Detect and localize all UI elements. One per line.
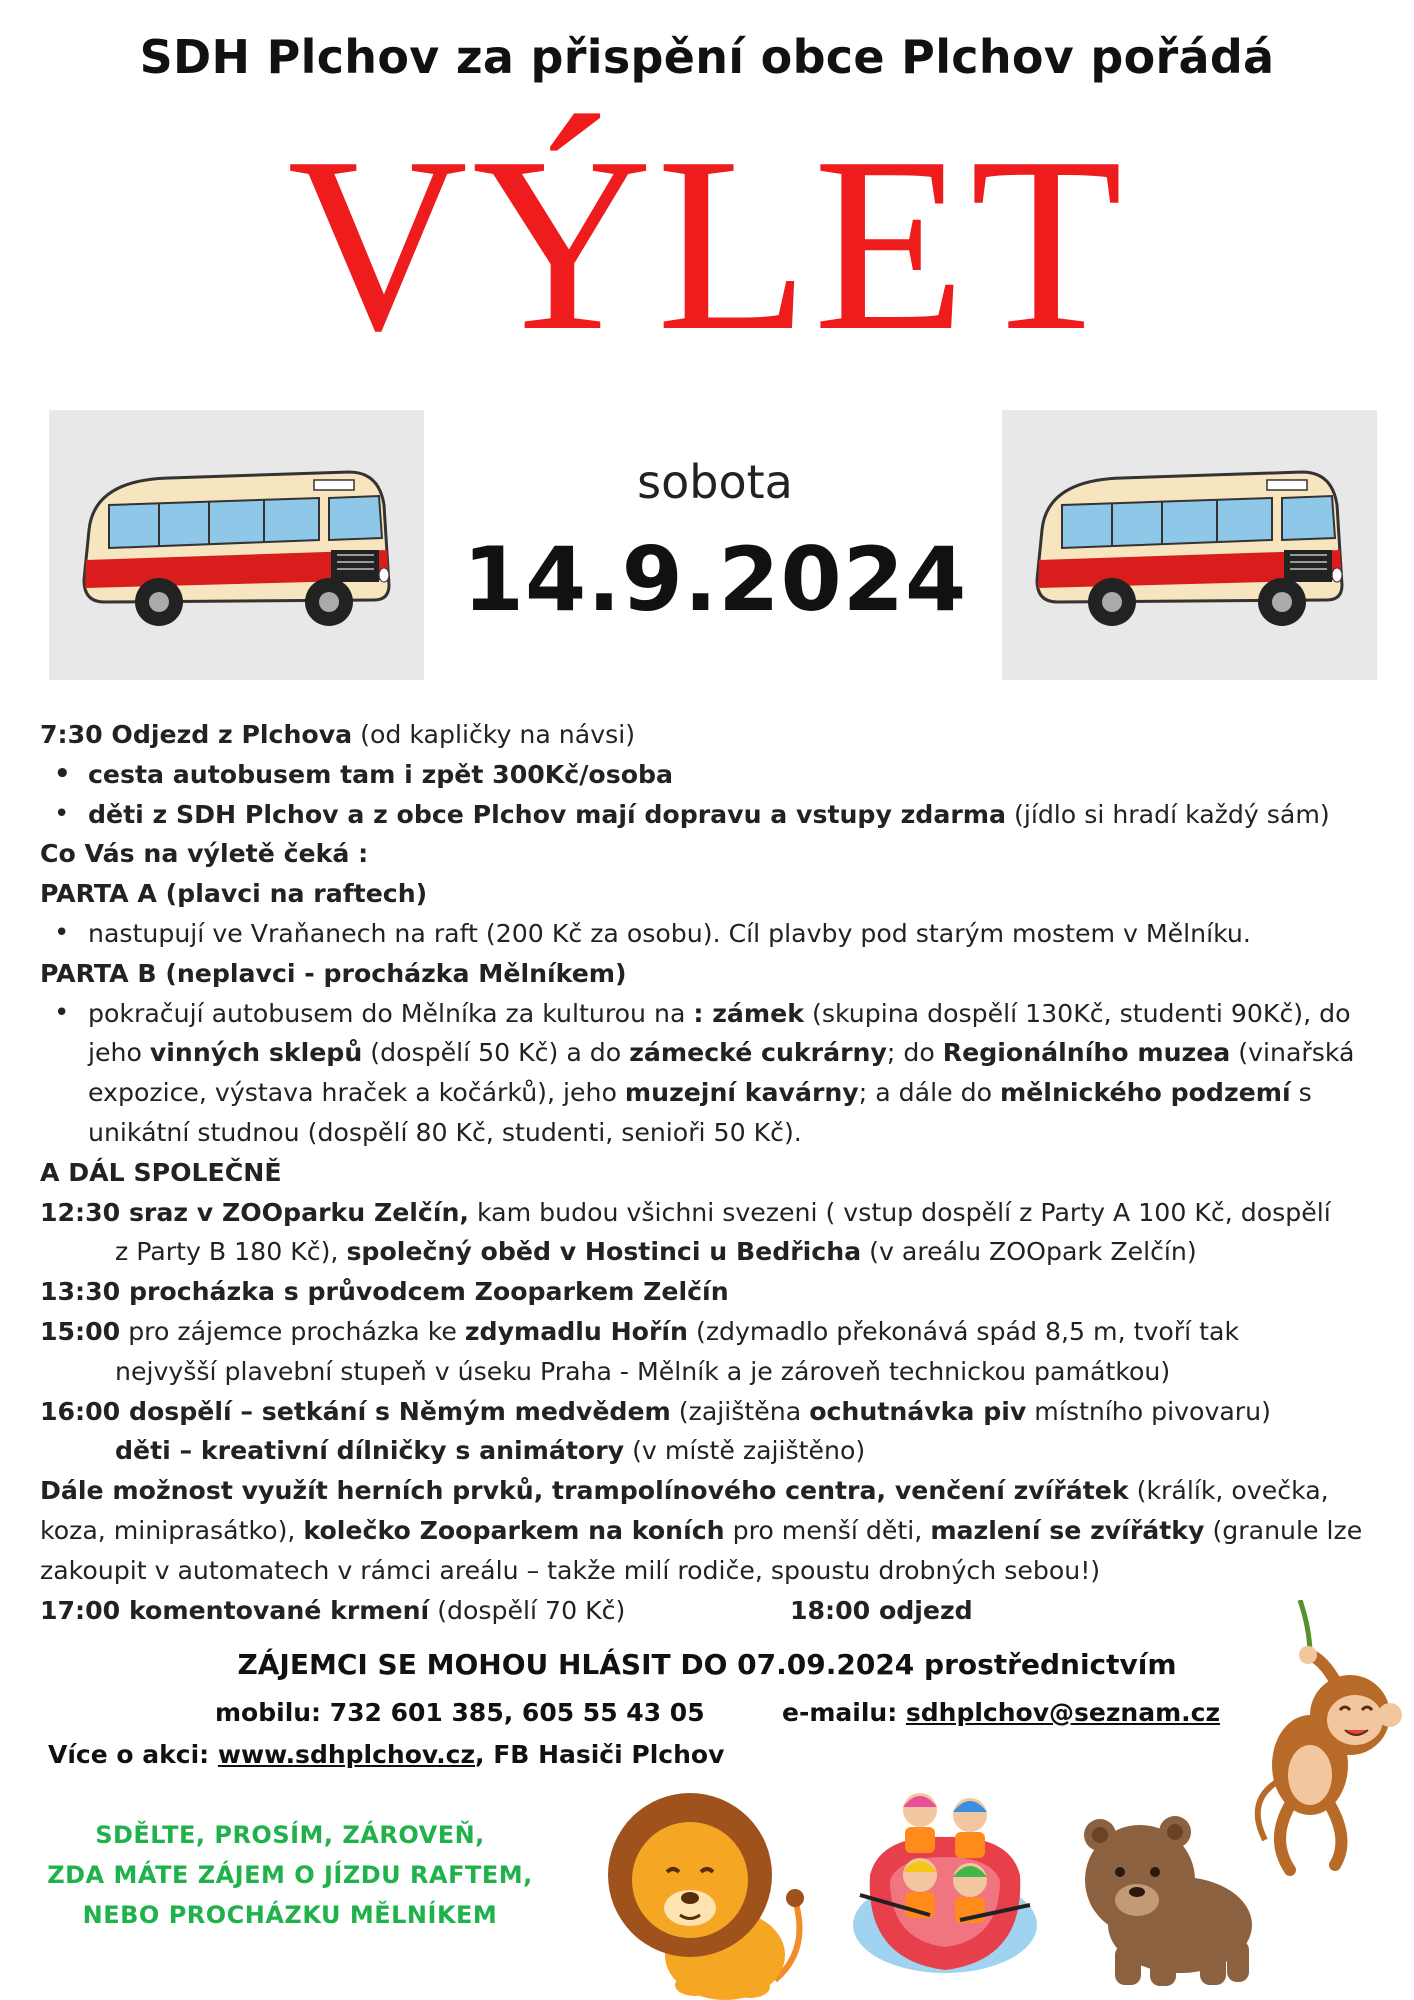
bear-icon (1075, 1800, 1255, 1990)
party-a-list (40, 914, 1380, 954)
party-b-heading: PARTA B (neplavci - procházka Mělníkem) (40, 958, 627, 988)
event-day: sobota (637, 455, 793, 509)
schedule-1600: 16:00 dospělí – setkání s Němým medvědem (zajištěna ochutnávka piv místního pivovaru) (40, 1396, 1271, 1426)
bus-image-left (49, 410, 424, 680)
bus-icon (49, 410, 424, 680)
website-link[interactable]: www.sdhplchov.cz (217, 1740, 476, 1769)
email-contact: e-mailu: sdhplchov@seznam.cz (782, 1698, 1220, 1727)
what-awaits-heading: Co Vás na výletě čeká : (40, 839, 369, 869)
together-heading: A DÁL SPOLEČNĚ (40, 1157, 282, 1187)
bus-icon (1002, 410, 1377, 680)
event-title: VÝLET (287, 106, 1127, 383)
kids-free-item: • děti z SDH Plchov a z obce Plchov mají dopravu a vstupy zdarma (jídlo si hradí každý sám) (88, 795, 1380, 835)
lion-icon (595, 1780, 825, 2000)
schedule-1230-cont: z Party B 180 Kč), společný oběd v Hostinci u Bedřicha (v areálu ZOOpark Zelčín) (115, 1237, 1197, 1267)
schedule-1330: 13:30 procházka s průvodcem Zooparkem Zelčín (40, 1277, 729, 1307)
event-date: 14.9.2024 (462, 528, 968, 631)
schedule-1700: 17:00 komentované krmení (dospělí 70 Kč) 18:00 odjezd (40, 1591, 1380, 1631)
party-a-heading: PARTA A (plavci na raftech) (40, 879, 428, 909)
more-activities: Dále možnost využít herních prvků, trampolínového centra, venčení zvířátek (králík, ovečka, koza, miniprasátko), kolečko Zooparkem na koních pro menší děti, mazlení se zvířátky (granule lze zakoupit v automatech v rámci areálu – takže milí rodiče, spoustu drobných sebou!) (40, 1476, 1363, 1585)
registration-deadline: ZÁJEMCI SE MOHOU HLÁSIT DO 07.09.2024 prostřednictvím (237, 1648, 1177, 1681)
departure-list (40, 755, 1380, 835)
departure-line: 7:30 Odjezd z Plchova (od kapličky na návsi) (40, 720, 636, 749)
organizer-heading: SDH Plchov za přispění obce Plchov pořádá (139, 30, 1275, 84)
party-b-item: • pokračují autobusem do Mělníka za kulturou na : zámek (skupina dospělí 130Kč, studenti 90Kč), do jeho vinných sklepů (dospělí 50 Kč) a do zámecké cukrárny; do Regionálního muzea (vinařská expozice, výstava hraček a kočárků), jeho muzejní kavárny; a dále do mělnického podzemí s unikátní studnou (dospělí 80 Kč, studenti, senioři 50 Kč). (88, 994, 1380, 1153)
email-link[interactable]: sdhplchov@seznam.cz (905, 1698, 1220, 1727)
bus-price-item: • cesta autobusem tam i zpět 300Kč/osoba (88, 755, 1380, 795)
monkey-icon (1250, 1600, 1410, 1880)
more-info: Více o akci: www.sdhplchov.cz, FB Hasiči Plchov (48, 1740, 725, 1769)
schedule-1500-cont: nejvyšší plavební stupeň v úseku Praha - Mělník a je zároveň technickou památkou) (115, 1356, 1171, 1386)
party-a-item: • nastupují ve Vraňanech na raft (200 Kč za osobu). Cíl plavby pod starým mostem v Mělníku. (88, 914, 1380, 954)
schedule-1600-kids: děti – kreativní dílničky s animátory (v místě zajištěno) (115, 1436, 866, 1466)
schedule-1230: 12:30 sraz v ZOOparku Zelčín, kam budou všichni svezeni ( vstup dospělí z Party A 100 Kč, dospělí (40, 1197, 1331, 1227)
program-section (40, 715, 1380, 1630)
raft-or-walk-note: SDĚLTE, PROSÍM, ZÁROVEŇ, ZDA MÁTE ZÁJEM O JÍZDU RAFTEM, NEBO PROCHÁZKU MĚLNÍKEM (47, 1821, 533, 1929)
raft-icon (850, 1765, 1040, 1980)
mobile-contact: mobilu: 732 601 385, 605 55 43 05 (215, 1698, 705, 1727)
bus-image-right (1002, 410, 1377, 680)
schedule-1800: 18:00 odjezd (790, 1595, 973, 1625)
party-b-list (40, 994, 1380, 1153)
schedule-1500: 15:00 pro zájemce procházka ke zdymadlu Hořín (zdymadlo překonává spád 8,5 m, tvoří tak (40, 1316, 1240, 1346)
